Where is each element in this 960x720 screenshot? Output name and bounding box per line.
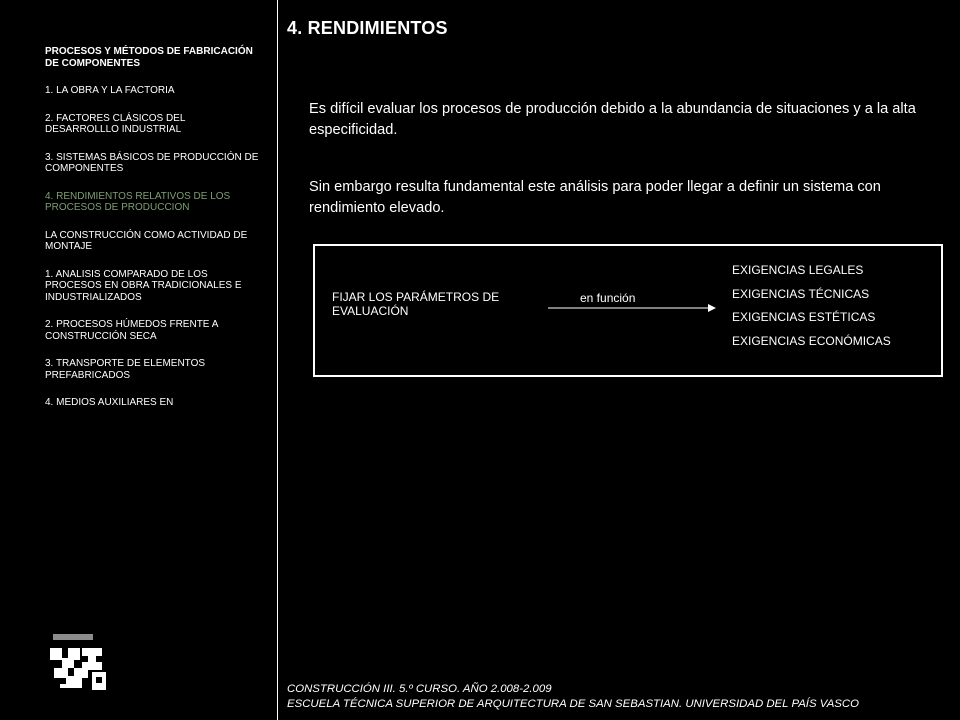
sidebar-item-sistemas-basicos[interactable]: 3. SISTEMAS BÁSICOS DE PRODUCCIÓN DE COMPONENTES bbox=[45, 151, 259, 174]
requirement-legal: EXIGENCIAS LEGALES bbox=[732, 263, 864, 277]
right-arrow-icon bbox=[548, 302, 718, 314]
analysis-paragraph: Sin embargo resulta fundamental este análisis para poder llegar a definir un sistema con rendimiento elevado. bbox=[309, 179, 881, 216]
footer-credits bbox=[287, 682, 859, 712]
sidebar-item-rendimientos[interactable]: 4. RENDIMIENTOS RELATIVOS DE LOS PROCESOS DE PRODUCCION bbox=[45, 190, 231, 213]
sidebar-divider bbox=[277, 0, 278, 720]
evaluation-diagram bbox=[313, 244, 943, 377]
sidebar-item-medios-auxiliares[interactable]: 4. MEDIOS AUXILIARES EN bbox=[45, 397, 174, 408]
sidebar-item-obra-factoria[interactable]: 1. LA OBRA Y LA FACTORIA bbox=[45, 85, 175, 96]
requirements-list bbox=[732, 259, 891, 354]
sidebar-item-factores-clasicos[interactable]: 2. FACTORES CLÁSICOS DEL DESARROLLLO INDUSTRIAL bbox=[45, 112, 186, 135]
sidebar-navigation bbox=[45, 46, 260, 425]
sidebar-title: PROCESOS Y MÉTODOS DE FABRICACIÓN DE COMPONENTES bbox=[45, 46, 253, 69]
requirement-economic: EXIGENCIAS ECONÓMICAS bbox=[732, 334, 891, 349]
sidebar-item-transporte[interactable]: 3. TRANSPORTE DE ELEMENTOS PREFABRICADOS bbox=[45, 358, 206, 381]
footer-course: CONSTRUCCIÓN III. 5.º CURSO. AÑO 2.008-2.009 bbox=[287, 683, 552, 695]
intro-paragraph: Es difícil evaluar los procesos de producción debido a la abundancia de situaciones y a la alta especificidad. bbox=[309, 101, 916, 138]
sidebar-item-analisis-comparado[interactable]: 1. ANALISIS COMPARADO DE LOS PROCESOS EN OBRA TRADICIONALES E INDUSTRIALIZADOS bbox=[45, 268, 242, 303]
university-logo-icon bbox=[50, 634, 110, 694]
requirement-technical: EXIGENCIAS TÉCNICAS bbox=[732, 286, 870, 301]
sidebar-item-procesos-humedos[interactable]: 2. PROCESOS HÚMEDOS FRENTE A CONSTRUCCIÓN SECA bbox=[45, 319, 218, 342]
arrow-label: en función bbox=[580, 291, 636, 305]
footer-school: ESCUELA TÉCNICA SUPERIOR DE ARQUITECTURA DE SAN SEBASTIAN. UNIVERSIDAD DEL PAÍS VASCO bbox=[287, 698, 859, 710]
requirement-aesthetic: EXIGENCIAS ESTÉTICAS bbox=[732, 310, 876, 325]
page-title: 4. RENDIMIENTOS bbox=[287, 18, 448, 38]
diagram-left-label: FIJAR LOS PARÁMETROS DE EVALUACIÓN bbox=[332, 290, 500, 318]
sidebar-item-construccion-montaje[interactable]: LA CONSTRUCCIÓN COMO ACTIVIDAD DE MONTAJE bbox=[45, 229, 248, 252]
